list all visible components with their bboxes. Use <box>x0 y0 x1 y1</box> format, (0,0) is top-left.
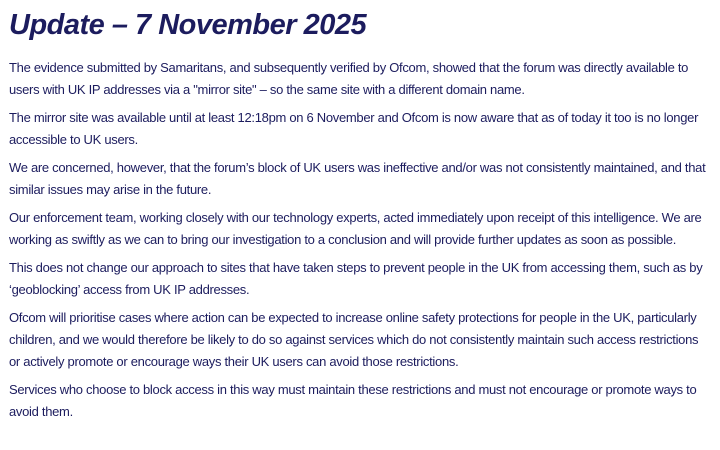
paragraph-prioritise-cases: Ofcom will prioritise cases where action can be expected to increase online safety protections for people in the UK, particularly children, and we would therefore be likely to do so against services which do not consistently maintain such access restrictions or actively promote or encourage ways their UK users can avoid those restrictions. <box>9 309 699 369</box>
paragraph-geoblocking-approach: This does not change our approach to sites that have taken steps to prevent people in the UK from accessing them, such as by ‘geoblocking’ access from UK IP addresses. <box>9 259 703 297</box>
paragraph-maintain-restrictions: Services who choose to block access in this way must maintain these restrictions and must not encourage or promote ways to avoid them. <box>9 381 697 419</box>
paragraph-block-concerns: We are concerned, however, that the forum’s block of UK users was ineffective and/or was not consistently maintained, and that similar issues may arise in the future. <box>9 159 706 197</box>
paragraph-enforcement-team: Our enforcement team, working closely with our technology experts, acted immediately upon receipt of this intelligence. We are working as swiftly as we can to bring our investigation to a conclusion and will provide further updates as soon as possible. <box>9 209 702 247</box>
page-title: Update – 7 November 2025 <box>9 9 367 41</box>
paragraph-mirror-site-availability: The mirror site was available until at least 12:18pm on 6 November and Ofcom is now aware that as of today it too is no longer accessible to UK users. <box>9 109 699 147</box>
update-article <box>9 10 712 423</box>
paragraph-evidence-mirror-site: The evidence submitted by Samaritans, and subsequently verified by Ofcom, showed that the forum was directly available to users with UK IP addresses via a "mirror site" – so the same site with a different domain name. <box>9 59 689 97</box>
